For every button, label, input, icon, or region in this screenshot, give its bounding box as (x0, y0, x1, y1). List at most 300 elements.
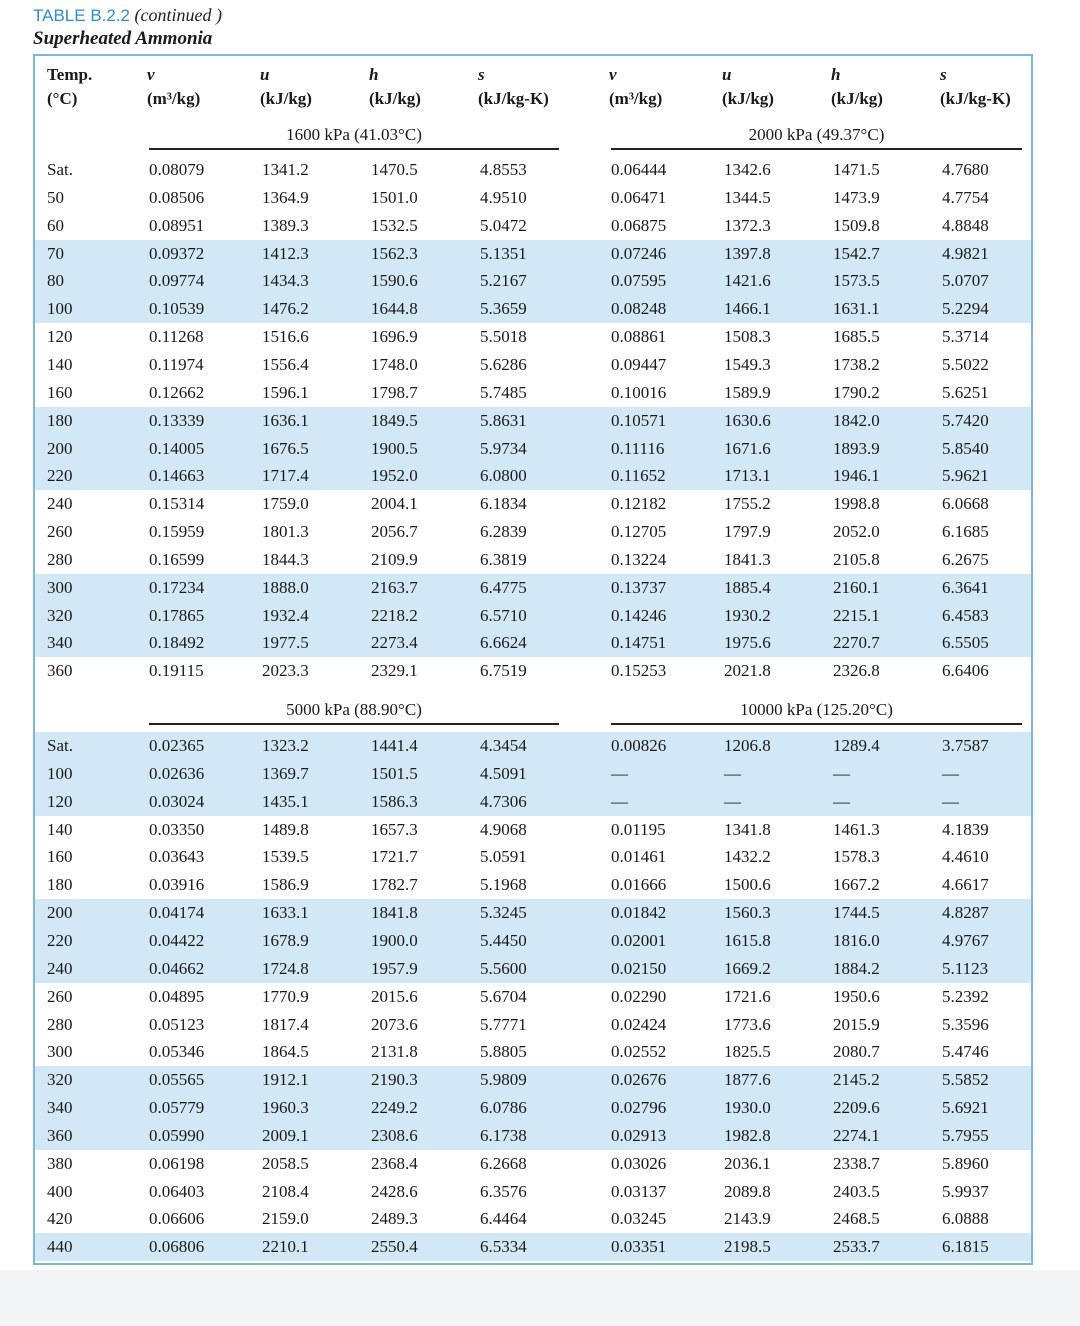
table-row (0, 1094, 1080, 1122)
column-symbol: u (260, 65, 270, 84)
temperature-cell: 340 (47, 1098, 73, 1118)
value-cell: 0.02676 (611, 1070, 667, 1090)
temperature-cell: 200 (47, 903, 73, 923)
value-cell: 0.04174 (149, 903, 205, 923)
value-cell: 1721.7 (371, 847, 418, 867)
value-cell: 1950.6 (833, 986, 880, 1006)
value-cell: 0.15959 (149, 522, 205, 542)
value-cell: 2270.7 (833, 633, 880, 653)
value-cell: 2428.6 (371, 1181, 418, 1201)
value-cell: 0.02636 (149, 763, 205, 783)
value-cell: 1669.2 (724, 958, 771, 978)
value-cell: 1542.7 (833, 243, 880, 263)
value-cell: — (942, 763, 959, 783)
value-cell: 0.06403 (149, 1181, 205, 1201)
value-cell: 2108.4 (262, 1181, 309, 1201)
column-symbol: u (722, 65, 732, 84)
table-row (0, 983, 1080, 1011)
value-cell: 1930.0 (724, 1098, 771, 1118)
temperature-cell: 60 (47, 215, 64, 235)
value-cell: 1631.1 (833, 299, 880, 319)
temperature-cell: 120 (47, 791, 73, 811)
value-cell: 2036.1 (724, 1153, 771, 1173)
pressure-group-title-left: 1600 kPa (41.03°C) (286, 125, 422, 144)
value-cell: 2073.6 (371, 1014, 418, 1034)
value-cell: — (611, 763, 628, 783)
value-cell: 5.7955 (942, 1125, 989, 1145)
temperature-cell: 140 (47, 354, 73, 374)
value-cell: 0.17865 (149, 605, 205, 625)
value-cell: 1578.3 (833, 847, 880, 867)
temperature-cell: 80 (47, 271, 64, 291)
value-cell: 1630.6 (724, 410, 771, 430)
value-cell: 5.0591 (480, 847, 527, 867)
value-cell: 1816.0 (833, 930, 880, 950)
value-cell: 1412.3 (262, 243, 309, 263)
value-cell: 5.9621 (942, 466, 989, 486)
value-cell: 0.05779 (149, 1098, 205, 1118)
value-cell: 1573.5 (833, 271, 880, 291)
value-cell: 0.06606 (149, 1209, 205, 1229)
table-row (0, 574, 1080, 602)
table-row (0, 546, 1080, 574)
value-cell: 0.03916 (149, 875, 205, 895)
value-cell: 1549.3 (724, 354, 771, 374)
table-label: TABLE B.2.2 (33, 6, 131, 25)
value-cell: 0.10016 (611, 382, 667, 402)
column-symbol: h (369, 65, 379, 84)
temperature-cell: 260 (47, 986, 73, 1006)
column-symbol: h (831, 65, 841, 84)
value-cell: 0.02001 (611, 930, 667, 950)
table-row (0, 1205, 1080, 1233)
value-cell: 5.5600 (480, 958, 527, 978)
table-row (0, 295, 1080, 323)
value-cell: 6.5334 (480, 1237, 527, 1257)
value-cell: 1473.9 (833, 187, 880, 207)
value-cell: 1713.1 (724, 466, 771, 486)
value-cell: 1844.3 (262, 549, 309, 569)
value-cell: 5.5022 (942, 354, 989, 374)
value-cell: 0.14751 (611, 633, 667, 653)
value-cell: 1435.1 (262, 791, 309, 811)
value-cell: 2249.2 (371, 1098, 418, 1118)
value-cell: 0.04662 (149, 958, 205, 978)
value-cell: 1773.6 (724, 1014, 771, 1034)
table-row (0, 955, 1080, 983)
column-symbol: v (147, 65, 155, 84)
value-cell: 0.01666 (611, 875, 667, 895)
table-row (0, 788, 1080, 816)
temp-header: Temp. (47, 65, 93, 84)
value-cell: 0.14663 (149, 466, 205, 486)
value-cell: 1676.5 (262, 438, 309, 458)
value-cell: 5.8960 (942, 1153, 989, 1173)
temperature-cell: 260 (47, 522, 73, 542)
value-cell: 1946.1 (833, 466, 880, 486)
value-cell: 1717.4 (262, 466, 309, 486)
value-cell: 2105.8 (833, 549, 880, 569)
value-cell: 1434.3 (262, 271, 309, 291)
value-cell: 0.09372 (149, 243, 205, 263)
value-cell: 1432.2 (724, 847, 771, 867)
value-cell: 1877.6 (724, 1070, 771, 1090)
table-row (0, 732, 1080, 760)
value-cell: 0.07246 (611, 243, 667, 263)
table-row (0, 927, 1080, 955)
column-unit: (kJ/kg) (722, 89, 774, 108)
value-cell: 0.03245 (611, 1209, 667, 1229)
value-cell: 1476.2 (262, 299, 309, 319)
table-row (0, 267, 1080, 295)
value-cell: 5.6286 (480, 354, 527, 374)
value-cell: 6.4775 (480, 577, 527, 597)
table-row (0, 602, 1080, 630)
value-cell: — (833, 763, 850, 783)
value-cell: 4.7680 (942, 160, 989, 179)
value-cell: 2273.4 (371, 633, 418, 653)
value-cell: 0.04422 (149, 930, 205, 950)
value-cell: 0.09774 (149, 271, 205, 291)
value-cell: 1556.4 (262, 354, 309, 374)
table-row (0, 379, 1080, 407)
column-symbol: s (478, 65, 485, 84)
value-cell: 1817.4 (262, 1014, 309, 1034)
value-cell: 5.6921 (942, 1098, 989, 1118)
value-cell: 1489.8 (262, 819, 309, 839)
value-cell: 2080.7 (833, 1042, 880, 1062)
value-cell: 5.4450 (480, 930, 527, 950)
value-cell: 1289.4 (833, 736, 880, 755)
value-cell: 2403.5 (833, 1181, 880, 1201)
value-cell: 5.3714 (942, 327, 989, 347)
value-cell: 1738.2 (833, 354, 880, 374)
temperature-cell: Sat. (47, 736, 73, 755)
temperature-cell: 200 (47, 438, 73, 458)
temperature-cell: 240 (47, 958, 73, 978)
value-cell: 0.13737 (611, 577, 667, 597)
value-cell: 0.11268 (149, 327, 204, 347)
value-cell: 6.1815 (942, 1237, 989, 1257)
value-cell: 0.11652 (611, 466, 666, 486)
value-cell: 3.7587 (942, 736, 989, 755)
value-cell: 0.01842 (611, 903, 667, 923)
value-cell: 1912.1 (262, 1070, 309, 1090)
table-row (0, 1038, 1080, 1066)
value-cell: 2198.5 (724, 1237, 771, 1257)
value-cell: 6.4583 (942, 605, 989, 625)
value-cell: 1560.3 (724, 903, 771, 923)
value-cell: 2009.1 (262, 1125, 309, 1145)
value-cell: 1341.8 (724, 819, 771, 839)
value-cell: 5.1123 (942, 958, 989, 978)
temperature-cell: 50 (47, 187, 64, 207)
value-cell: 1748.0 (371, 354, 418, 374)
value-cell: 2368.4 (371, 1153, 418, 1173)
value-cell: 0.10571 (611, 410, 667, 430)
value-cell: 1389.3 (262, 215, 309, 235)
value-cell: 5.8805 (480, 1042, 527, 1062)
value-cell: 2215.1 (833, 605, 880, 625)
value-cell: 2308.6 (371, 1125, 418, 1145)
table-row (0, 323, 1080, 351)
temperature-cell: 70 (47, 243, 64, 263)
temperature-cell: 180 (47, 875, 73, 895)
value-cell: 6.5505 (942, 633, 989, 653)
value-cell: 0.05123 (149, 1014, 205, 1034)
value-cell: 1790.2 (833, 382, 880, 402)
value-cell: 1657.3 (371, 819, 418, 839)
value-cell: 0.02365 (149, 736, 205, 755)
value-cell: 0.05346 (149, 1042, 205, 1062)
value-cell: 0.01195 (611, 819, 666, 839)
value-cell: 1801.3 (262, 522, 309, 542)
value-cell: 5.7771 (480, 1014, 527, 1034)
group-rule-left (149, 723, 559, 725)
value-cell: 2550.4 (371, 1237, 418, 1257)
value-cell: 5.9809 (480, 1070, 527, 1090)
value-cell: 1841.3 (724, 549, 771, 569)
temperature-cell: 220 (47, 930, 73, 950)
value-cell: 1759.0 (262, 494, 309, 514)
value-cell: 0.03137 (611, 1181, 667, 1201)
column-unit: (kJ/kg) (831, 89, 883, 108)
value-cell: 1466.1 (724, 299, 771, 319)
value-cell: 1797.9 (724, 522, 771, 542)
value-cell: 1586.9 (262, 875, 309, 895)
table-row (0, 240, 1080, 268)
value-cell: 5.7420 (942, 410, 989, 430)
value-cell: 4.8287 (942, 903, 989, 923)
value-cell: 0.03024 (149, 791, 205, 811)
value-cell: 0.14246 (611, 605, 667, 625)
value-cell: 0.18492 (149, 633, 205, 653)
value-cell: 1930.2 (724, 605, 771, 625)
table-row (0, 351, 1080, 379)
value-cell: 2489.3 (371, 1209, 418, 1229)
value-cell: 1509.8 (833, 215, 880, 235)
table-row (0, 1150, 1080, 1178)
value-cell: 0.06806 (149, 1237, 205, 1257)
value-cell: 1952.0 (371, 466, 418, 486)
value-cell: 5.6251 (942, 382, 989, 402)
value-cell: 2218.2 (371, 605, 418, 625)
group-rule-right (611, 723, 1022, 725)
continued-note: (continued ) (134, 5, 222, 25)
value-cell: 1957.9 (371, 958, 418, 978)
temperature-cell: 320 (47, 605, 73, 625)
temperature-cell: 300 (47, 577, 73, 597)
value-cell: 1441.4 (371, 736, 418, 755)
value-cell: 0.17234 (149, 577, 205, 597)
value-cell: 1500.6 (724, 875, 771, 895)
value-cell: 6.2668 (480, 1153, 527, 1173)
value-cell: 5.3659 (480, 299, 527, 319)
value-cell: 1696.9 (371, 327, 418, 347)
temperature-cell: 320 (47, 1070, 73, 1090)
value-cell: 0.02552 (611, 1042, 667, 1062)
value-cell: 6.1685 (942, 522, 989, 542)
value-cell: 0.03643 (149, 847, 205, 867)
value-cell: 5.8631 (480, 410, 527, 430)
temperature-cell: 160 (47, 382, 73, 402)
value-cell: 0.10539 (149, 299, 205, 319)
value-cell: 5.5852 (942, 1070, 989, 1090)
value-cell: 1501.0 (371, 187, 418, 207)
value-cell: 1825.5 (724, 1042, 771, 1062)
value-cell: 1982.8 (724, 1125, 771, 1145)
temperature-cell: 440 (47, 1237, 73, 1257)
temperature-cell: Sat. (47, 160, 73, 179)
value-cell: 0.12662 (149, 382, 205, 402)
value-cell: 1884.2 (833, 958, 880, 978)
value-cell: 2163.7 (371, 577, 418, 597)
table-row (0, 407, 1080, 435)
temperature-cell: 340 (47, 633, 73, 653)
value-cell: 1667.2 (833, 875, 880, 895)
column-unit: (m³/kg) (147, 89, 201, 108)
value-cell: 2274.1 (833, 1125, 880, 1145)
value-cell: 1893.9 (833, 438, 880, 458)
value-cell: 1770.9 (262, 986, 309, 1006)
pressure-group-title-left: 5000 kPa (88.90°C) (286, 700, 422, 719)
value-cell: 1532.5 (371, 215, 418, 235)
temperature-cell: 400 (47, 1181, 73, 1201)
value-cell: 5.3245 (480, 903, 527, 923)
value-cell: 1615.8 (724, 930, 771, 950)
value-cell: 1562.3 (371, 243, 418, 263)
value-cell: — (724, 763, 741, 783)
value-cell: 0.19115 (149, 661, 204, 681)
value-cell: 1461.3 (833, 819, 880, 839)
value-cell: 0.13339 (149, 410, 205, 430)
value-cell: 6.6624 (480, 633, 527, 653)
value-cell: 2131.8 (371, 1042, 418, 1062)
value-cell: 1372.3 (724, 215, 771, 235)
value-cell: 1644.8 (371, 299, 418, 319)
value-cell: 2190.3 (371, 1070, 418, 1090)
value-cell: 0.14005 (149, 438, 205, 458)
value-cell: 6.5710 (480, 605, 527, 625)
value-cell: 5.2167 (480, 271, 527, 291)
value-cell: 0.06875 (611, 215, 667, 235)
column-unit: (kJ/kg-K) (478, 89, 549, 108)
value-cell: 4.7306 (480, 791, 527, 811)
table-caption (33, 4, 222, 27)
temperature-cell: 360 (47, 1125, 73, 1145)
value-cell: 2052.0 (833, 522, 880, 542)
value-cell: 1975.6 (724, 633, 771, 653)
temperature-cell: 380 (47, 1153, 73, 1173)
value-cell: 1721.6 (724, 986, 771, 1006)
value-cell: — (611, 791, 628, 811)
column-unit: (kJ/kg-K) (940, 89, 1011, 108)
value-cell: 1364.9 (262, 187, 309, 207)
value-cell: 0.04895 (149, 986, 205, 1006)
value-cell: 1798.7 (371, 382, 418, 402)
value-cell: 5.8540 (942, 438, 989, 458)
value-cell: 4.7754 (942, 187, 989, 207)
value-cell: 0.08861 (611, 327, 667, 347)
value-cell: 1755.2 (724, 494, 771, 514)
table-row (0, 629, 1080, 657)
temperature-cell: 160 (47, 847, 73, 867)
value-cell: 6.0888 (942, 1209, 989, 1229)
value-cell: — (942, 791, 959, 811)
value-cell: 2533.7 (833, 1237, 880, 1257)
value-cell: 2329.1 (371, 661, 418, 681)
value-cell: 1685.5 (833, 327, 880, 347)
value-cell: 0.02150 (611, 958, 667, 978)
value-cell: 1596.1 (262, 382, 309, 402)
value-cell: 2089.8 (724, 1181, 771, 1201)
value-cell: 5.5018 (480, 327, 527, 347)
value-cell: 1633.1 (262, 903, 309, 923)
value-cell: 0.02913 (611, 1125, 667, 1145)
value-cell: 1421.6 (724, 271, 771, 291)
value-cell: 0.03350 (149, 819, 205, 839)
column-unit: (kJ/kg) (369, 89, 421, 108)
temperature-cell: 240 (47, 494, 73, 514)
value-cell: 1590.6 (371, 271, 418, 291)
value-cell: 1864.5 (262, 1042, 309, 1062)
value-cell: 1586.3 (371, 791, 418, 811)
table-row (0, 518, 1080, 546)
value-cell: 6.0668 (942, 494, 989, 514)
table-row (0, 1233, 1080, 1261)
table-row (0, 1178, 1080, 1206)
value-cell: 4.8848 (942, 215, 989, 235)
value-cell: 0.02424 (611, 1014, 667, 1034)
table-row (0, 657, 1080, 685)
value-cell: 2023.3 (262, 661, 309, 681)
value-cell: 1932.4 (262, 605, 309, 625)
table-row (0, 490, 1080, 518)
value-cell: 2109.9 (371, 549, 418, 569)
value-cell: 1508.3 (724, 327, 771, 347)
value-cell: 0.06471 (611, 187, 667, 207)
value-cell: 6.1738 (480, 1125, 527, 1145)
value-cell: 1724.8 (262, 958, 309, 978)
value-cell: 6.1834 (480, 494, 527, 514)
value-cell: 1885.4 (724, 577, 771, 597)
value-cell: 6.2839 (480, 522, 527, 542)
group-rule-left (149, 148, 559, 150)
value-cell: 0.07595 (611, 271, 667, 291)
value-cell: 0.02796 (611, 1098, 667, 1118)
value-cell: 6.3819 (480, 549, 527, 569)
column-symbol: v (609, 65, 617, 84)
value-cell: 1539.5 (262, 847, 309, 867)
value-cell: 2160.1 (833, 577, 880, 597)
value-cell: 2326.8 (833, 661, 880, 681)
value-cell: 1998.8 (833, 494, 880, 514)
table-row (0, 1122, 1080, 1150)
value-cell: 0.06198 (149, 1153, 205, 1173)
table-row (0, 871, 1080, 899)
value-cell: 0.11974 (149, 354, 204, 374)
value-cell: 0.00826 (611, 736, 667, 755)
table-row (0, 462, 1080, 490)
value-cell: 1960.3 (262, 1098, 309, 1118)
value-cell: 5.2294 (942, 299, 989, 319)
value-cell: 2468.5 (833, 1209, 880, 1229)
value-cell: 5.2392 (942, 986, 989, 1006)
temperature-cell: 100 (47, 763, 73, 783)
table-row (0, 435, 1080, 463)
value-cell: 5.7485 (480, 382, 527, 402)
value-cell: 4.9510 (480, 187, 527, 207)
